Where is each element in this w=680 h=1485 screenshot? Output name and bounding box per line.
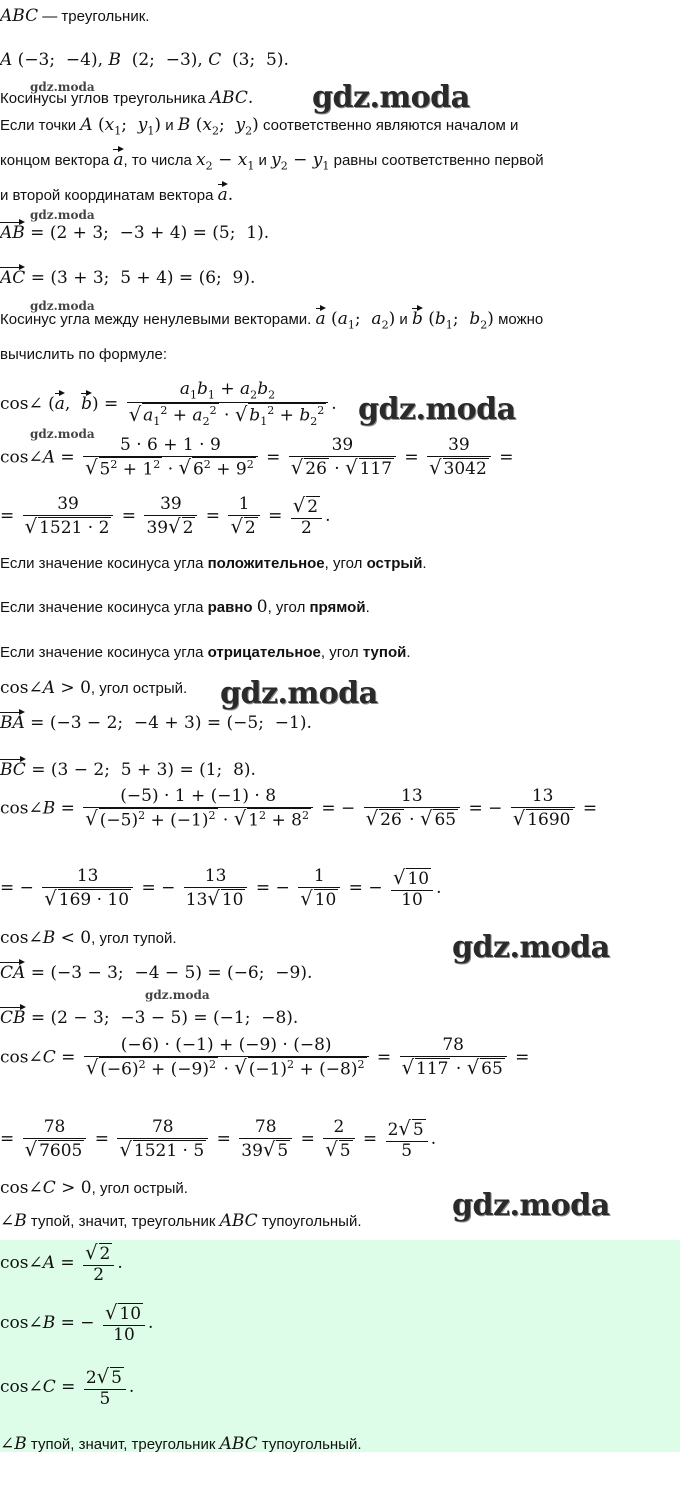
cos-a-calc-2: = $\frac{39}{√ 1521 \cdot 2}$ = $\frac{39}{39√ 2}$ = $\frac{1}{√ 2}$ = $\frac{√ 2}{2}$ .: [0, 494, 331, 538]
watermark: gdz.moda: [30, 208, 95, 222]
answer-conclusion: ∠B тупой, значит, треугольник ABC тупоугольный.: [0, 1434, 362, 1454]
cos-c-calc-2: = $\frac{78}{√ 7605}$ = $\frac{78}{√ 1521 \cdot 5}$ = $\frac{78}{39√ 5}$ = $\frac{2}{√ 5}$ = $\frac{2√ 5}{5}$ .: [0, 1117, 437, 1161]
cos-b-result: cos∠B < 0, угол тупой.: [0, 928, 177, 948]
cos-a-result: cos∠A > 0, угол острый.: [0, 678, 188, 698]
answer-cos-b: cos∠B = − $\frac{√ 10}{10}$ .: [0, 1301, 154, 1345]
points-line: A (−3; −4), B (2; −3), C (3; 5).: [0, 50, 289, 70]
conclusion: ∠B тупой, значит, треугольник ABC тупоугольный.: [0, 1211, 362, 1231]
formula-intro-2: вычислить по формуле:: [0, 346, 167, 363]
cos-c-calc-1: cos∠C = $\frac{(-6) \cdot (-1) + (-9) \cdot (-8)}{√ (-6)^2 + (-9)^2 \cdot √ (-1)^2 + (-8)^2}$ = $\frac{78}{√ 117 \cdot √ 65}$ =: [0, 1035, 530, 1080]
rule-line-3: и второй координатам вектора a.: [0, 185, 234, 205]
rule-negative: Если значение косинуса угла отрицательное, угол тупой.: [0, 644, 411, 661]
cos-b-calc-1: cos∠B = $\frac{(-5) \cdot 1 + (-1) \cdot 8}{√ (-5)^2 + (-1)^2 \cdot √ 1^2 + 8^2}$ = − $\frac{13}{√ 26 \cdot √ 65}$ = − $\frac{13}{√ 1690}$ =: [0, 786, 598, 831]
answer-cos-c: cos∠C = $\frac{2√ 5}{5}$ .: [0, 1365, 135, 1409]
rule-positive: Если значение косинуса угла положительное, угол острый.: [0, 555, 427, 572]
vector-ab: AB = (2 + 3; −3 + 4) = (5; 1).: [0, 223, 270, 243]
given-line: ABC — треугольник.: [0, 6, 150, 26]
watermark: gdz.moda: [145, 988, 210, 1002]
cos-formula: cos∠ (a, b) = $\frac{a_1b_1 + a_2b_2}{√ a_1^2 + a_2^2 \cdot √ b_1^2 + b_2^2}$ .: [0, 379, 337, 429]
vector-cb: CB = (2 − 3; −3 − 5) = (−1; −8).: [0, 1008, 299, 1028]
vector-ba: BA = (−3 − 2; −4 + 3) = (−5; −1).: [0, 713, 312, 733]
watermark: gdz.moda: [452, 1188, 610, 1223]
vector-ac: AC = (3 + 3; 5 + 4) = (6; 9).: [0, 268, 256, 288]
vector-ca: CA = (−3 − 3; −4 − 5) = (−6; −9).: [0, 963, 313, 983]
task-line: Косинусы углов треугольника ABC.: [0, 88, 254, 108]
cos-c-result: cos∠C > 0, угол острый.: [0, 1178, 188, 1198]
cos-a-calc-1: cos∠A = $\frac{5 \cdot 6 + 1 \cdot 9}{√ 5^2 + 1^2 \cdot √ 6^2 + 9^2}$ = $\frac{39}{√ 26 \cdot √ 117}$ = $\frac{39}{√ 3042}$ =: [0, 435, 514, 480]
watermark: gdz.moda: [220, 676, 378, 711]
rule-zero: Если значение косинуса угла равно 0, угол прямой.: [0, 597, 370, 617]
rule-line-2: концом вектора a, то числа $x_2 - x_1$ и $y_2 - y_1$ равны соответственно первой: [0, 150, 544, 173]
vector-bc: BC = (3 − 2; 5 + 3) = (1; 8).: [0, 760, 256, 780]
watermark: gdz.moda: [312, 80, 470, 115]
rule-line-1: Если точки A ($x_1$; $y_1$) и B ($x_2$; $y_2$) соответственно являются началом и: [0, 115, 519, 138]
answer-cos-a: cos∠A = $\frac{√ 2}{2}$ .: [0, 1241, 123, 1285]
answer-box: [0, 1240, 680, 1452]
cos-b-calc-2: = − $\frac{13}{√ 169 \cdot 10}$ = − $\frac{13}{13√ 10}$ = − $\frac{1}{√ 10}$ = − $\frac{√ 10}{10}$ .: [0, 866, 442, 910]
watermark: gdz.moda: [30, 427, 95, 441]
formula-intro: Косинус угла между ненулевыми векторами. a ($a_1$; $a_2$) и b ($b_1$; $b_2$) можно: [0, 309, 544, 332]
watermark: gdz.moda: [452, 930, 610, 965]
watermark: gdz.moda: [358, 392, 516, 427]
watermark: gdz.moda: [30, 299, 95, 313]
watermark: gdz.moda: [30, 80, 95, 94]
